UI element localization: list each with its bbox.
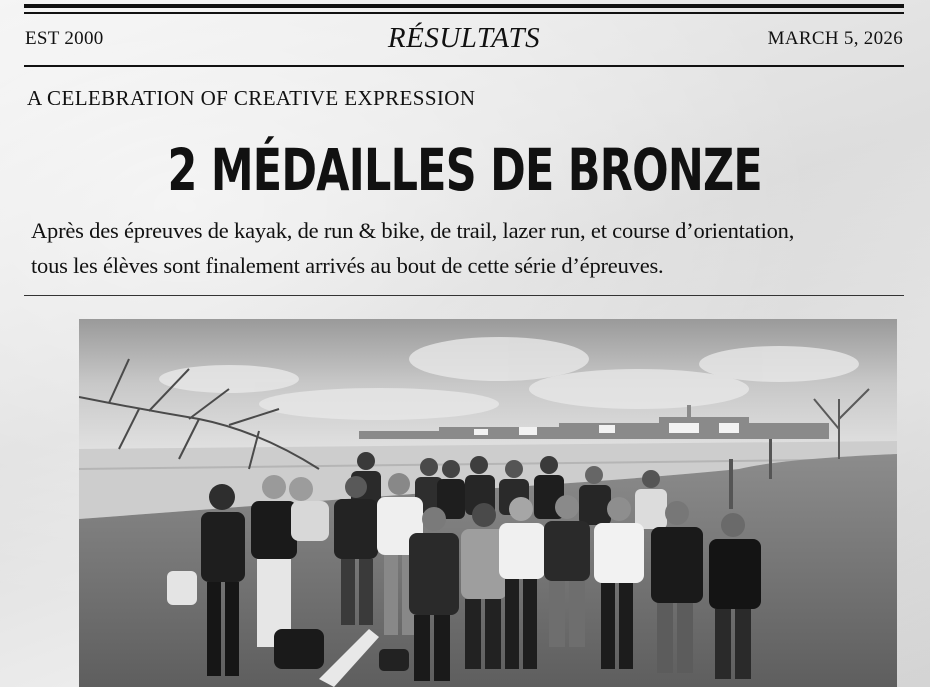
established-label: EST 2000 xyxy=(25,28,104,49)
lede-line-1: Après des épreuves de kayak, de run & bike, de trail, lazer run, et course d’orientation, xyxy=(31,218,795,243)
section-separator xyxy=(24,295,904,296)
article-lede xyxy=(31,213,911,283)
lede-line-2: tous les élèves sont finalement arrivés au bout de cette série d’épreuves. xyxy=(31,253,664,278)
article-kicker: A CELEBRATION OF CREATIVE EXPRESSION xyxy=(27,86,476,110)
issue-date: MARCH 5, 2026 xyxy=(767,28,903,49)
masthead-rule xyxy=(24,65,904,67)
top-rule xyxy=(24,4,904,8)
masthead xyxy=(24,18,904,62)
section-title: RÉSULTATS xyxy=(387,22,541,54)
top-rule-thin xyxy=(24,12,904,14)
group-photo-illustration xyxy=(79,319,897,687)
article-headline: 2 MÉDAILLES DE BRONZE xyxy=(167,136,762,204)
group-photo xyxy=(79,319,897,687)
